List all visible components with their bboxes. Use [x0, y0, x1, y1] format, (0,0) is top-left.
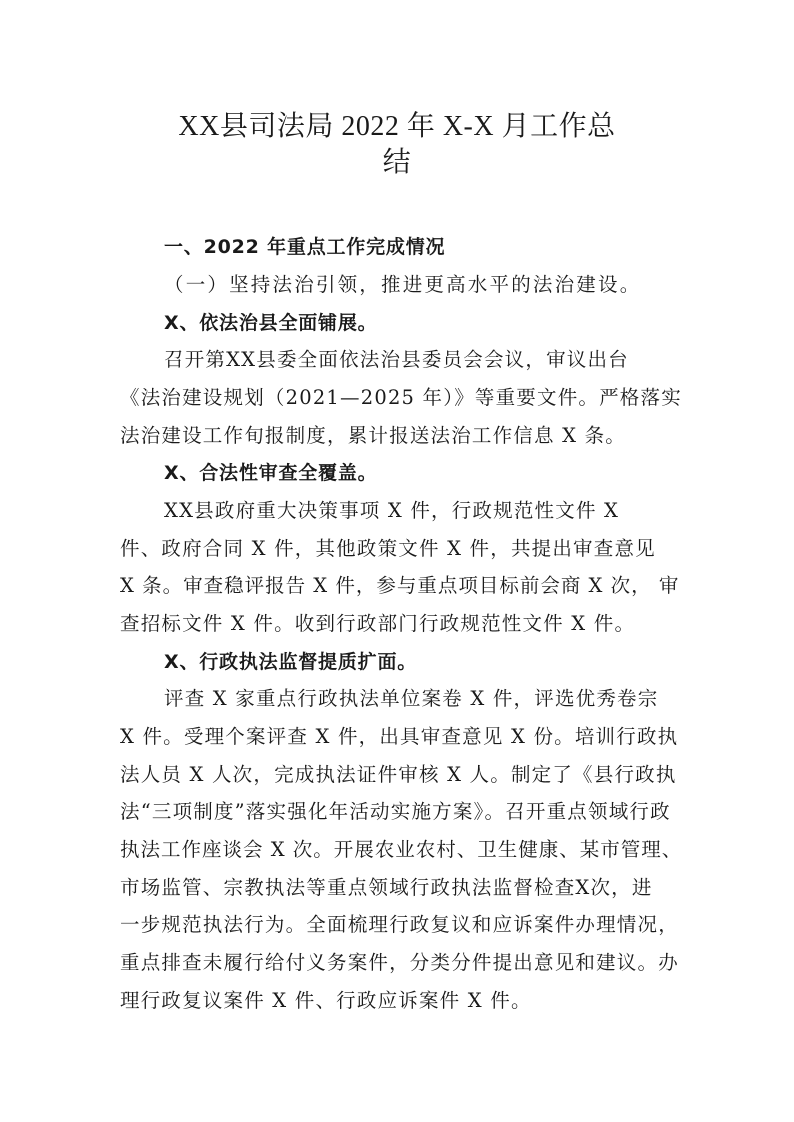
paragraph-line: XX县政府重大决策事项 X 件，行政规范性文件 X: [164, 499, 620, 522]
paragraph-line: 评查 X 家重点行政执法单位案卷 X 件，评选优秀卷宗: [164, 687, 659, 710]
paragraph-line: X 条。审查稳评报告 X 件，参与重点项目标前会商 X 次， 审: [120, 574, 680, 597]
paragraph-line: 法“三项制度”落实强化年活动实施方案》。召开重点领域行政: [120, 800, 671, 823]
paragraph-line: 件、政府合同 X 件，其他政策文件 X 件，共提出审查意见: [120, 537, 656, 560]
subsection-heading: （一）坚持法治引领，推进更高水平的法治建设。: [164, 273, 642, 296]
item-heading-legality-review: X、合法性审查全覆盖。: [164, 462, 378, 484]
paragraph-line: 法治建设工作旬报制度，累计报送法治工作信息 X 条。: [120, 424, 626, 447]
paragraph-line: 法人员 X 人次，完成执法证件审核 X 人。制定了《县行政执: [120, 763, 677, 786]
section-heading: 一、2022 年重点工作完成情况: [164, 236, 446, 258]
paragraph-line: X 件。受理个案评查 X 件，出具审查意见 X 份。培训行政执: [120, 725, 679, 748]
paragraph-line: 查招标文件 X 件。收到行政部门行政规范性文件 X 件。: [120, 612, 636, 635]
paragraph-line: 《法治建设规划（2021—2025 年）》等重要文件。严格落实: [120, 386, 682, 409]
item-heading-rule-of-law: X、依法治县全面铺展。: [164, 312, 378, 334]
paragraph-line: 市场监管、宗教执法等重点领域行政执法监督检查X次，进: [120, 876, 653, 899]
paragraph-line: 一步规范执法行为。全面梳理行政复议和应诉案件办理情况，: [120, 913, 679, 936]
item-heading-enforcement-supervision: X、行政执法监督提质扩面。: [164, 651, 418, 673]
paragraph-line: 执法工作座谈会 X 次。开展农业农村、卫生健康、某市管理、: [120, 838, 683, 861]
paragraph-line: 理行政复议案件 X 件、行政应诉案件 X 件。: [120, 989, 532, 1012]
document-title-line-1: XX县司法局 2022 年 X-X 月工作总: [178, 111, 616, 142]
document-title-line-2: 结: [382, 147, 412, 178]
paragraph-line: 召开第XX县委全面依法治县委员会会议，审议出台: [164, 348, 629, 371]
paragraph-line: 重点排查未履行给付义务案件，分类分件提出意见和建议。办: [120, 951, 679, 974]
